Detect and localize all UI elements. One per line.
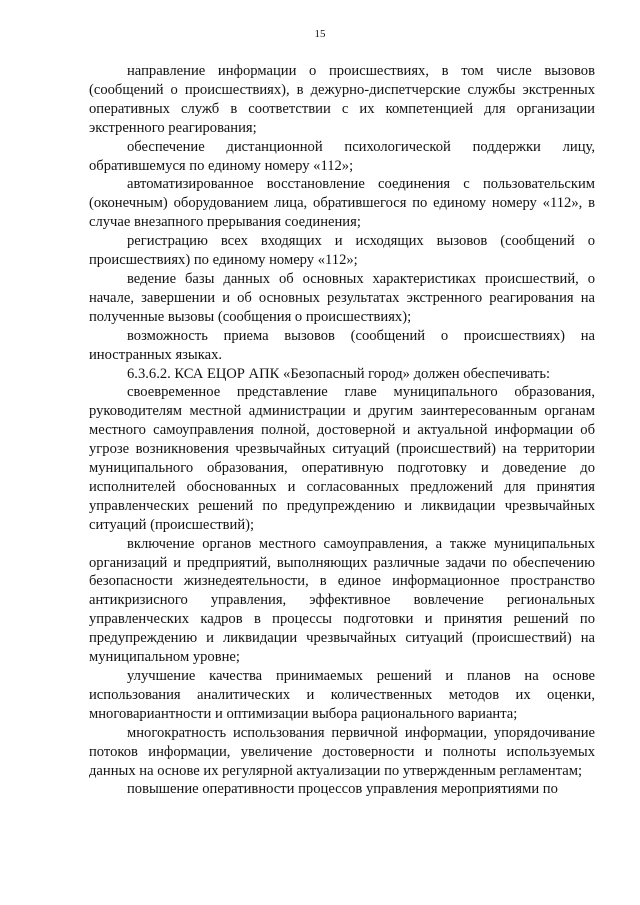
paragraph: своевременное представление главе муниципального образования, руководителям местной администрации и другим заинтересованным органам местного самоуправления полной, достоверной и актуальной информации об угрозе возникновения чрезвычайных ситуаций (происшествий) на территории муниципального образования, оперативную подготовку и доведение до исполнителей обоснованных и согласованных предложений для принятия управленческих решений по предупреждению и ликвидации чрезвычайных ситуаций (происшествий); [89,384,595,533]
paragraph: включение органов местного самоуправления, а также муниципальных организаций и предприятий, выполняющих различные задачи по обеспечению безопасности жизнедеятельности, в единое информационное пространство антикризисного управления, эффективное вовлечение региональных управленческих кадров в процессы подготовки и принятия решений по предупреждению и ликвидации чрезвычайных ситуаций (происшествий) на муниципальном уровне; [89,535,595,666]
paragraph: улучшение качества принимаемых решений и планов на основе использования аналитических и количественных методов их оценки, многовариантности и оптимизации выбора рационального варианта; [89,668,595,722]
paragraph: регистрацию всех входящих и исходящих вызовов (сообщений о происшествиях) по единому номеру «112»; [89,233,595,269]
paragraph: обеспечение дистанционной психологической поддержки лицу, обратившемуся по единому номеру «112»; [89,138,595,174]
paragraph: возможность приема вызовов (сообщений о происшествиях) на иностранных языках. [89,327,595,363]
document-body [89,62,595,799]
page-number: 15 [314,28,326,40]
section-heading: 6.3.6.2. КСА ЕЦОР АПК «Безопасный город» должен обеспечивать: [127,365,551,382]
paragraph: ведение базы данных об основных характеристиках происшествий, о начале, завершении и об основных результатах экстренного реагирования на полученные вызовы (сообщения о происшествиях); [89,270,595,325]
paragraph: направление информации о происшествиях, в том числе вызовов (сообщений о происшествиях), в дежурно-диспетчерские службы экстренных оперативных служб в соответствии с их компетенцией для организации экстренного реагирования; [89,63,595,136]
paragraph: автоматизированное восстановление соединения с пользовательским (оконечным) оборудованием лица, обратившегося по единому номеру «112», в случае внезапного прерывания соединения; [89,176,595,231]
paragraph: повышение оперативности процессов управления мероприятиями по [127,781,558,798]
paragraph: многократность использования первичной информации, упорядочивание потоков информации, увеличение достоверности и полноты используемых данных на основе их регулярной актуализации по утвержденным регламентам; [89,724,595,779]
